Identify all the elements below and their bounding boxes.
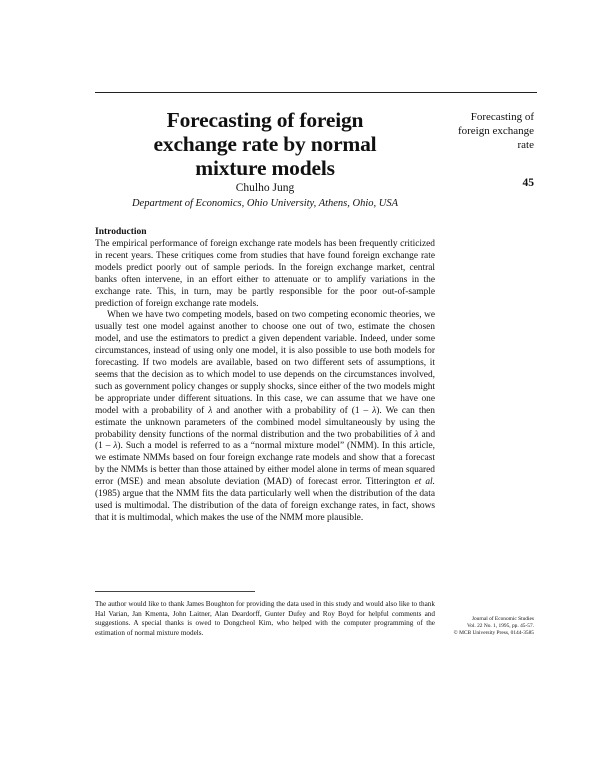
- p2-text-b: and another with a probability of (1 –: [212, 405, 373, 416]
- page-number: 45: [522, 177, 534, 189]
- paragraph-1: The empirical performance of foreign exchange rate models has been frequently criticized in recent years. These critiques come from studies that have found foreign exchange rate models predict poorly out of sample periods. In the foreign exchange market, central banks often intervene, in an effort either to attenuate or to amplify variations in the exchange rate. This, in turn, may be partly responsible for the poor out-of-sample prediction of foreign exchange rate models.: [95, 239, 435, 309]
- running-title-line-3: rate: [517, 139, 534, 151]
- article-title: [95, 108, 435, 180]
- footnote: The author would like to thank James Boughton for providing the data used in this study and would also like to thank Hal Varian, Jan Kmenta, John Laitner, Alan Deardorff, Gunter Dufey and Roy Boyd for helpful comments and suggestions. A special thanks is owed to Dongcheol Kim, who helped with the computer programming of the estimation of normal mixture models.: [95, 600, 435, 637]
- journal-publisher: © MCB University Press, 0144-3585: [453, 630, 534, 637]
- et-al: et al.: [414, 477, 436, 488]
- p2-text-a: When we have two competing models, based on two competing economic theories, we usually test one model against another to choose one out of two, estimate the chosen model, and use the estimators to predict a given dependent variable. Indeed, under some circumstances, instead of using only one model, it is also possible to use both models for forecasting. If two models are available, based on two different sets of assumptions, it seems that the decision as to which model to use depends on the circumstances involved, such as government policy changes or supply shocks, since either of the two models might be appropriate under different situations. In this case, we can assume that we have one model with a probability of: [95, 310, 435, 416]
- footnote-rule: [95, 591, 255, 592]
- p2-text-c: ). We can then estimate the unknown parameters of the combined model simultaneously by using the probability density functions of the normal distribution and the two probabilities of: [95, 405, 435, 440]
- p2-text-d: and (1 –: [95, 429, 436, 452]
- author-name: Chulho Jung: [235, 182, 295, 194]
- section-heading-introduction: Introduction: [95, 227, 147, 237]
- running-title-line-2: foreign exchange: [457, 125, 534, 137]
- author-affiliation: Department of Economics, Ohio University, Athens, Ohio, USA: [131, 198, 399, 209]
- p2-text-e: ). Such a model is referred to as a “normal mixture model” (NMM). In this article, we estimate NMMs based on four foreign exchange rate models and show that a forecast by the NMMs is better than those attained by either model alone in terms of mean squared error (MSE) and mean absolute deviation (MAD) of forecast error. Titterington: [95, 441, 435, 488]
- body-text: [95, 239, 435, 525]
- title-line-3: mixture models: [195, 156, 335, 180]
- journal-name: Journal of Economic Studies: [471, 616, 534, 622]
- running-title: [436, 110, 534, 152]
- journal-volume: Vol. 22 No. 1, 1995, pp. 45-57.: [467, 623, 534, 630]
- title-line-1: Forecasting of foreign: [166, 108, 364, 132]
- lambda-symbol: λ: [208, 405, 213, 416]
- lambda-symbol: λ: [113, 441, 118, 452]
- lambda-symbol: λ: [414, 429, 419, 440]
- title-line-2: exchange rate by normal: [153, 132, 377, 156]
- paragraph-2: [95, 310, 435, 524]
- running-title-line-1: Forecasting of: [470, 111, 534, 123]
- p2-text-f: (1985) argue that the NMM fits the data particularly well when the distribution of the data used is multimodal. The distribution of the data of foreign exchange rates, in fact, shows that it is multimodal, which makes the use of the NMM more plausible.: [95, 489, 435, 523]
- lambda-symbol: λ: [372, 405, 377, 416]
- header-rule: [95, 92, 537, 93]
- journal-info: [440, 616, 534, 638]
